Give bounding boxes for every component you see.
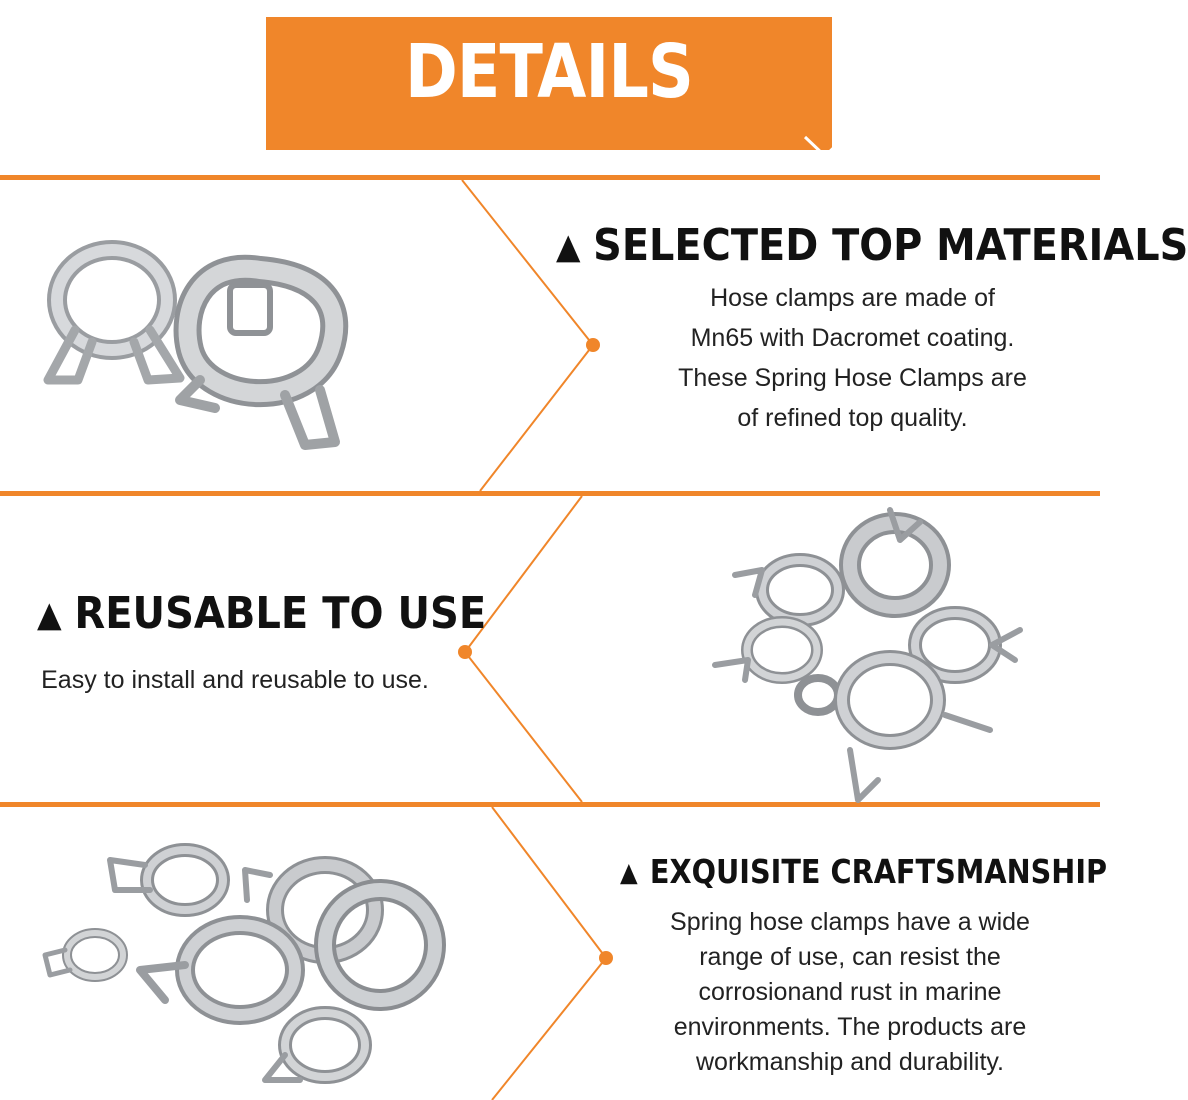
heading-text: EXQUISITE CRAFTSMANSHIP	[649, 852, 1108, 891]
section-heading-craftsmanship	[620, 852, 1108, 891]
description-line: of refined top quality.	[737, 404, 968, 432]
triangle-bullet-icon: ▲	[37, 594, 62, 635]
triangle-bullet-icon: ▲	[556, 226, 581, 267]
heading-text: REUSABLE TO USE	[74, 588, 487, 639]
banner-title: DETAILS	[404, 29, 694, 115]
spring-hose-clamp-set-image	[35, 830, 465, 1090]
two-spring-hose-clamps-image	[30, 230, 370, 460]
connector-dot	[458, 645, 472, 659]
section-description-materials	[620, 278, 1085, 438]
section-heading-materials	[556, 220, 1188, 271]
connector-dot	[586, 338, 600, 352]
description-line: range of use, can resist the	[699, 943, 1001, 971]
section-description-craftsmanship	[625, 905, 1075, 1080]
description-line: corrosionand rust in marine	[698, 978, 1002, 1006]
heading-text: SELECTED TOP MATERIALS	[593, 220, 1188, 271]
description-line: These Spring Hose Clamps are	[678, 364, 1027, 392]
connector-dot	[599, 951, 613, 965]
description-line: Easy to install and reusable to use.	[41, 666, 429, 694]
description-line: Hose clamps are made of	[710, 284, 995, 312]
description-line: workmanship and durability.	[695, 1048, 1005, 1076]
description-line: environments. The products are	[673, 1013, 1027, 1041]
description-line: Mn65 with Dacromet coating.	[690, 324, 1015, 352]
assorted-spring-hose-clamps-image	[700, 500, 1040, 800]
description-line: Spring hose clamps have a wide	[670, 908, 1030, 936]
section-heading-reusable	[37, 588, 487, 639]
section-description-reusable	[20, 660, 450, 700]
triangle-bullet-icon: ▲	[620, 857, 638, 888]
